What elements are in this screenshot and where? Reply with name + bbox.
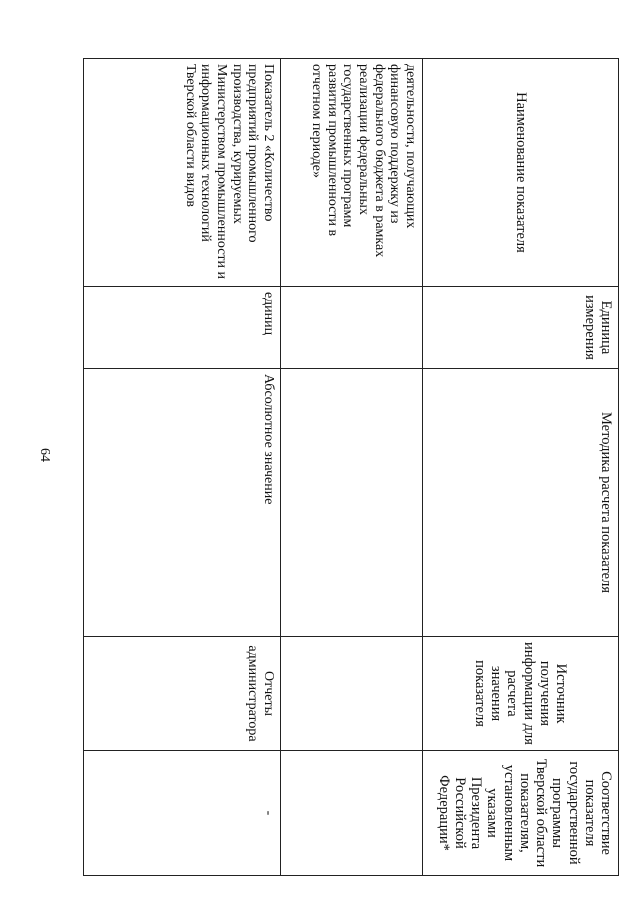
row1-unit [281, 287, 423, 369]
row2-name: Показатель 2 «Количество предприятий промышленного производства, курируемых Министерством промышленности и информационных технологий Тверской области видов [84, 59, 281, 287]
header-source: Источник получения информации для расчета значения показателя [423, 637, 619, 751]
table-header-row [423, 59, 619, 876]
header-name: Наименование показателя [423, 59, 619, 287]
header-unit: Единица измерения [423, 287, 619, 369]
header-compliance: Соответствие показателя государственной программы Тверской области показателям, установленным указами Президента Российской Федерации* [423, 751, 619, 876]
row1-method [281, 369, 423, 637]
row1-name: деятельности, получающих финансовую поддержку из федерального бюджета в рамках реализации федеральных государственных программ развития промышленности в отчетном периоде» [281, 59, 423, 287]
table-row [281, 59, 423, 876]
table-container [84, 58, 619, 875]
row1-source [281, 637, 423, 751]
indicators-table [84, 58, 619, 875]
row2-compliance: - [84, 751, 281, 876]
header-method: Методика расчета показателя [423, 369, 619, 637]
table-row [84, 59, 281, 876]
row2-source: Отчеты администратора [84, 637, 281, 751]
page-number: 64 [37, 448, 52, 462]
row2-unit: единиц [84, 287, 281, 369]
row2-method: Абсолютное значение [84, 369, 281, 637]
row1-compliance [281, 751, 423, 876]
